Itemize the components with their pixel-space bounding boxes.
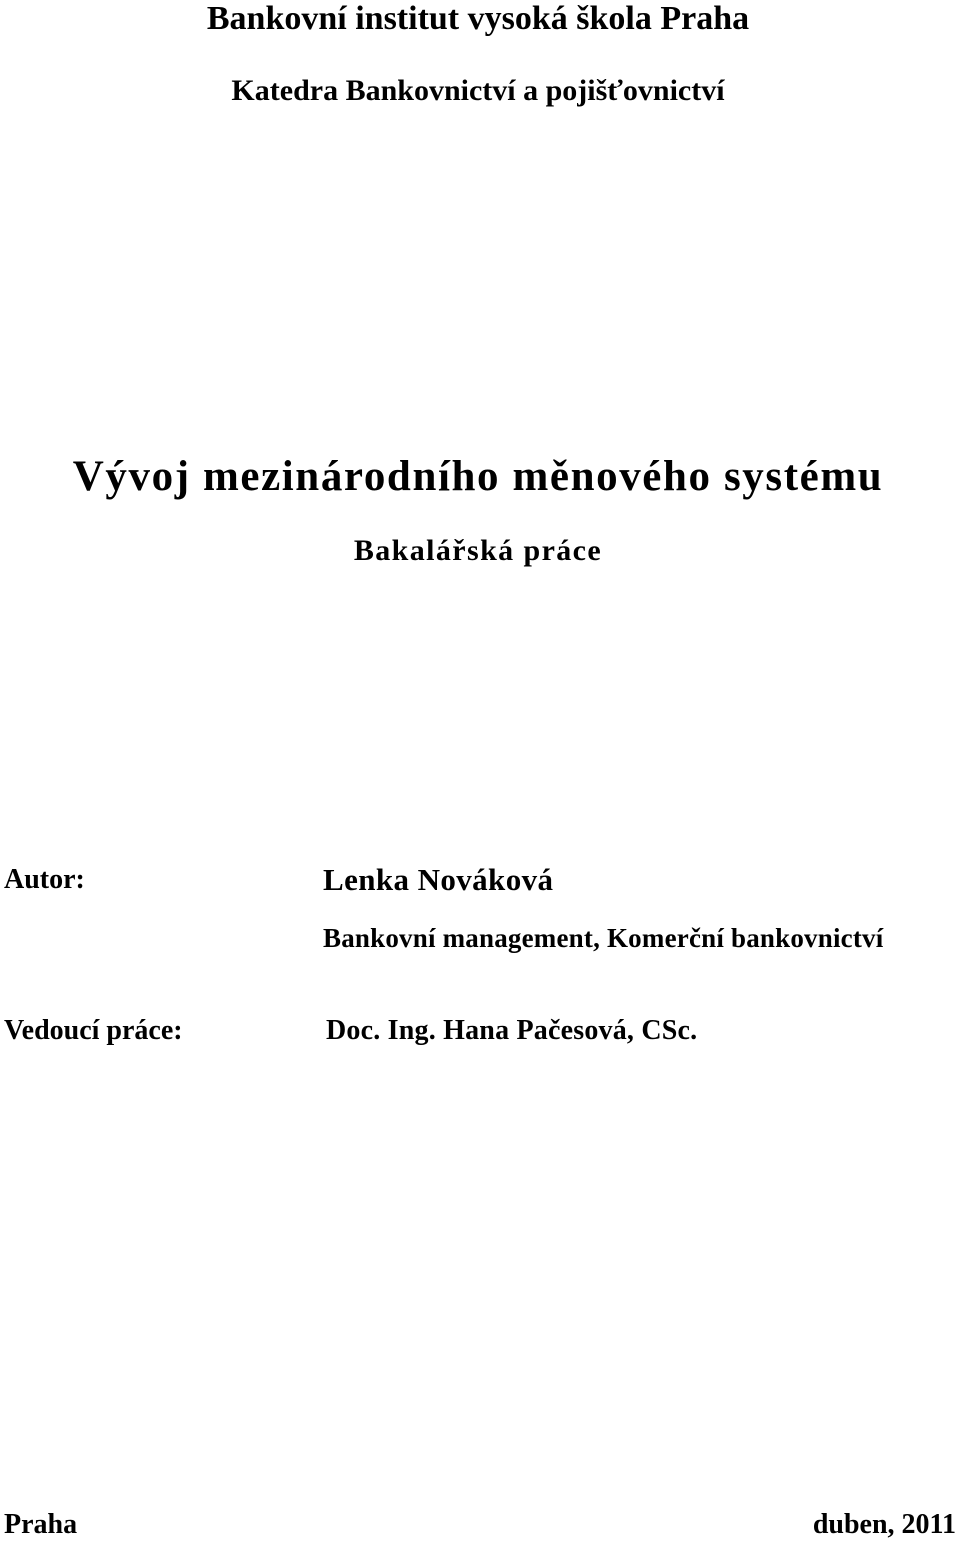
author-name: Lenka Nováková — [323, 862, 554, 897]
thesis-type: Bakalářská práce — [353, 534, 603, 567]
place: Praha — [4, 1509, 78, 1540]
author-label: Autor: — [4, 864, 85, 895]
author-study-field: Bankovní management, Komerční bankovnictví — [323, 923, 884, 953]
school-name: Bankovní institut vysoká škola Praha — [206, 0, 750, 37]
thesis-title: Vývoj mezinárodního měnového systému — [72, 453, 884, 500]
date: duben, 2011 — [812, 1509, 956, 1540]
supervisor-name: Doc. Ing. Hana Pačesová, CSc. — [326, 1015, 698, 1046]
department-name: Katedra Bankovnictví a pojišťovnictví — [231, 74, 725, 107]
supervisor-label: Vedoucí práce: — [4, 1015, 183, 1046]
